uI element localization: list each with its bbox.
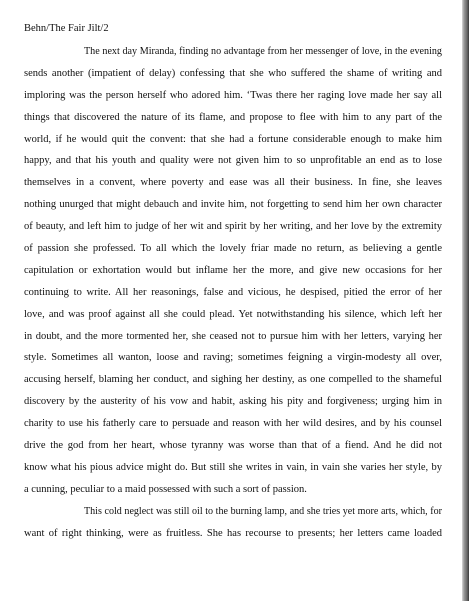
text-line: want of right thinking, were as fruitless. She has recourse to presents; her letters came loaded [24,527,442,539]
text-line: The next day Miranda, finding no advantage from her messenger of love, in the evening [84,46,442,57]
text-line: nothing unurged that might debauch and invite him, not forgetting to send him her own character [24,199,442,211]
body-text [24,45,442,548]
page-edge-shadow [462,0,469,601]
text-line: continuing to write. All her reasonings, false and vicious, he despised, pitied the error of her [24,286,442,298]
text-line: things that discovered the nature of its flame, and propose to flee with him to any part of the [24,111,442,123]
text-line: style. Sometimes all wanton, loose and raving; sometimes feigning a virgin-modesty all over, [24,352,442,364]
text-line: know what his pious advice might do. But still she writes in vain, in vain she varies her style, by [24,461,442,473]
text-line: charity to use his fatherly care to persuade and reason with her wild desires, and by his counsel [24,418,442,430]
text-line: imploring was the person herself who adored him. ‘Twas there her raging love made her say all [24,89,442,101]
text-line: happy, and that his youth and quality were not given him to so unprofitable an end as to lose [24,155,442,167]
text-line: in doubt, and the more tormented her, she ceased not to pursue him with her letters, varying her [24,330,442,342]
text-line: love, and was proof against all she could plead. Yet notwithstanding his silence, which left her [24,308,442,320]
text-line: This cold neglect was still oil to the burning lamp, and she tries yet more arts, which, for [84,505,442,517]
text-line: of passion she professed. To all which the lovely friar made no return, as believing a gentle [24,243,442,255]
text-line: accusing herself, blaming her conduct, and sighing her destiny, as one compelled to the shameful [24,374,442,386]
text-line: world, if he would quit the convent: that she had a fortune considerable enough to make him [24,133,442,145]
text-line: a cunning, peculiar to a maid possessed with such a sort of passion. [24,483,307,495]
text-line: capitulation or exhortation would but inflame her the more, and give new occasions for her [24,264,442,276]
text-line: themselves in a convent, where poverty and ease was all their business. In fine, she leaves [24,177,442,189]
text-line: sends another (impatient of delay) confessing that she who suffered the shame of writing and [24,67,442,79]
running-header: Behn/The Fair Jilt/2 [24,23,109,34]
text-line: drive the god from her heart, whose tyranny was worse than that of a fiend. And he did not [24,440,442,452]
text-line: of beauty, and left him to judge of her wit and spirit by her writing, and her love by the extremity [24,221,442,233]
text-line: discovery by the austerity of his vow and habit, asking his pity and forgiveness; urging him in [24,396,442,408]
